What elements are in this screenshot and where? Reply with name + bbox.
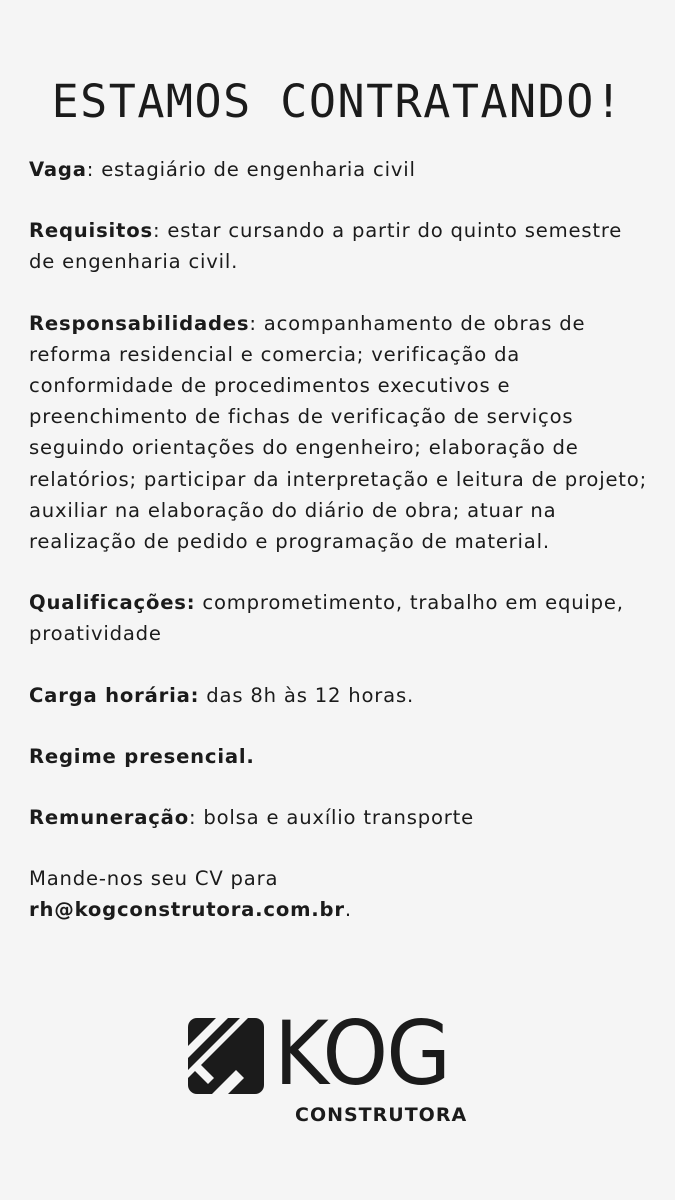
remuneracao-text: : bolsa e auxílio transporte [188,806,474,830]
company-logo [188,1002,498,1133]
carga-horaria-text: das 8h às 12 horas. [199,683,414,707]
requisitos-section [29,215,654,277]
contact-intro: Mande-nos seu CV para [29,867,279,891]
vaga-label: Vaga [29,158,87,181]
regime-label: Regime presencial. [29,744,255,768]
responsabilidades-label: Responsabilidades [29,311,250,335]
qualificacoes-text: comprometimento, trabalho em equipe, proatividade [29,591,624,646]
vaga-text: : estagiário de engenharia civil [86,158,416,181]
carga-horaria-label: Carga horária: [29,683,200,707]
requisitos-text: : estar cursando a partir do quinto semestre de engenharia civil. [29,219,623,274]
requisitos-label: Requisitos [29,219,153,243]
contact-email[interactable]: rh@kogconstrutora.com.br [29,898,345,922]
remuneracao-section [29,802,654,833]
vaga-section [29,154,654,185]
logo-wordmark: KOG [274,1002,450,1105]
regime-section [29,741,654,772]
page-title: ESTAMOS CONTRATANDO! [51,75,624,128]
responsabilidades-text: : acompanhamento de obras de reforma residencial e comercia; verificação da conformidade de procedimentos executivos e preenchimento de fichas de verificação de serviços seguindo orientações do engenheiro; elaboração de relatórios; participar da interpretação e leitura de projeto; auxiliar na elaboração do diário de obra; atuar na realização de pedido e programação de material. [29,311,647,554]
logo-subtitle: CONSTRUTORA [295,1104,468,1126]
contact-section [29,863,654,925]
remuneracao-label: Remuneração [29,806,189,830]
kog-logo-mark-icon [188,1018,264,1094]
job-details [29,154,654,956]
carga-horaria-section [29,680,654,711]
responsabilidades-section [29,308,654,558]
qualificacoes-label: Qualificações: [29,591,196,615]
qualificacoes-section [29,587,654,649]
contact-suffix: . [344,898,352,922]
